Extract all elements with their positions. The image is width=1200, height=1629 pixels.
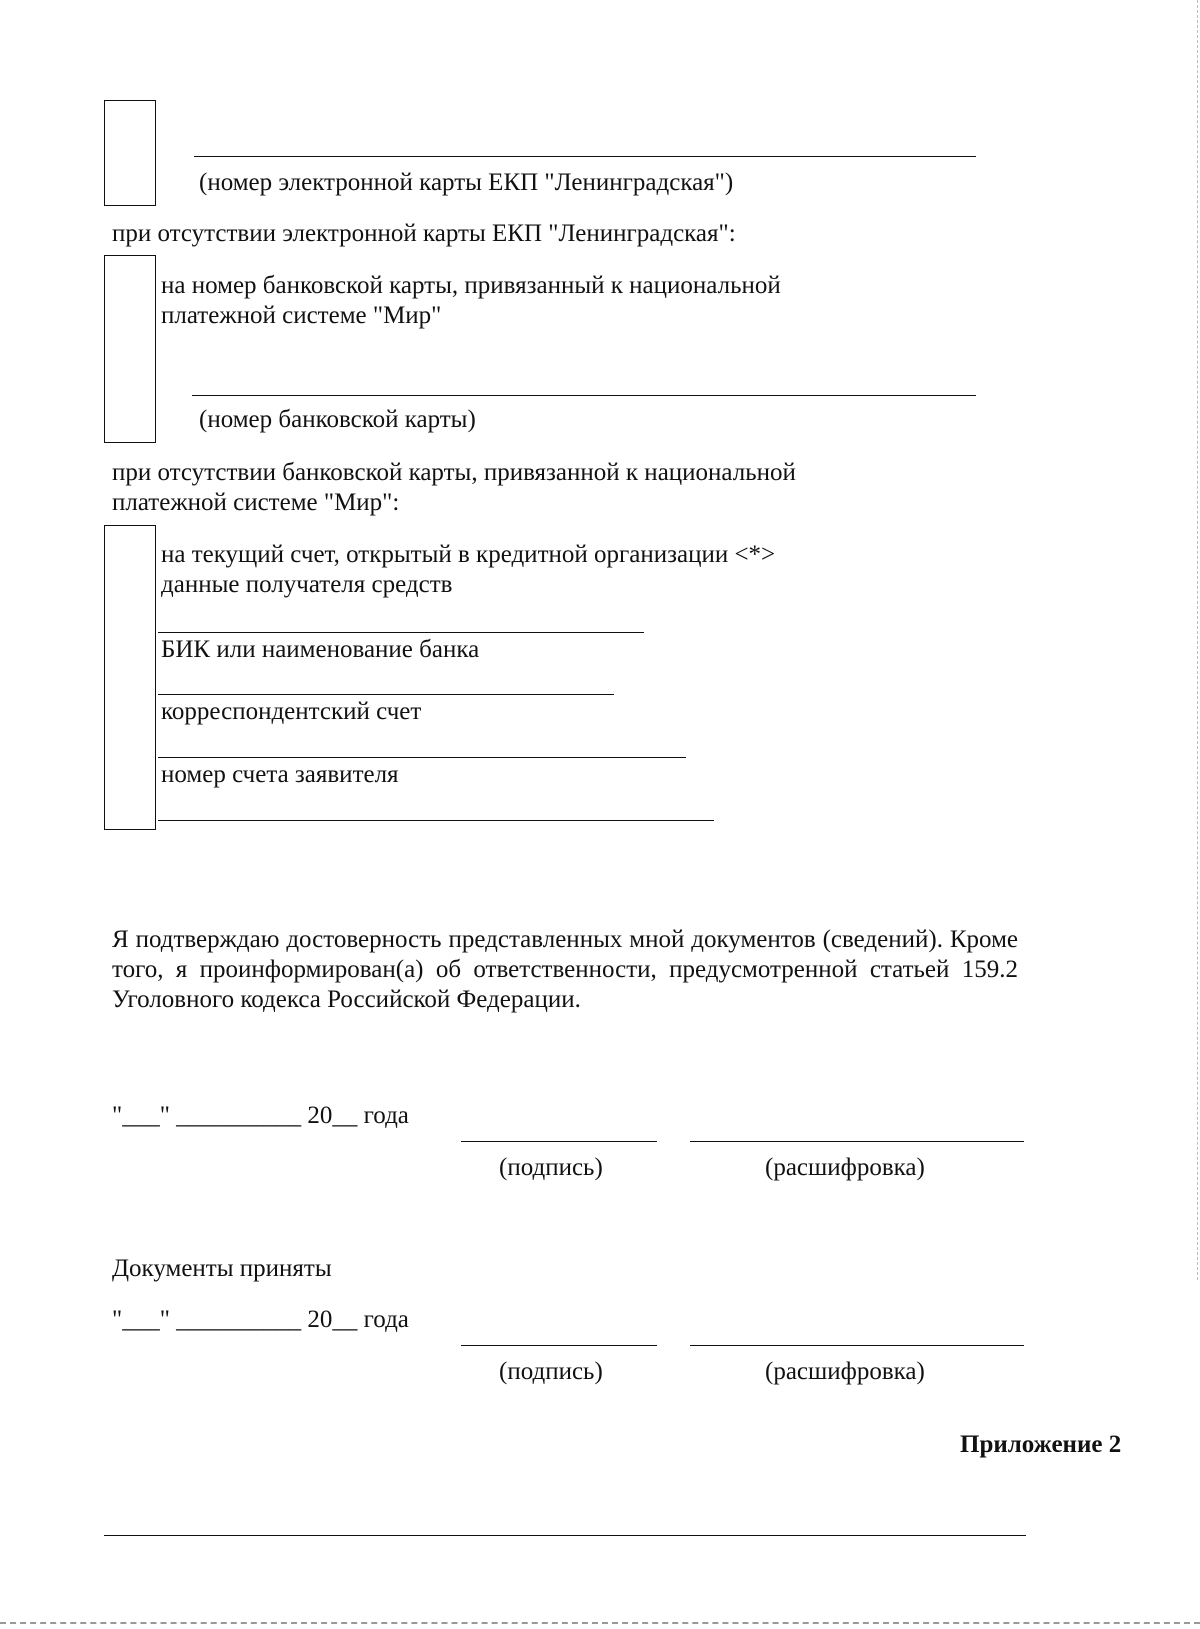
signature-caption-2: (подпись)	[499, 1358, 603, 1385]
current-account-checkbox[interactable]	[104, 525, 156, 830]
declaration-text: Я подтверждаю достоверность представленных мной документов (сведений). Кроме того, я проинформирован(а) об ответственности, предусмотренной статьей 159.2 Уголовного кодекса Российской Федерации.	[112, 926, 1018, 1013]
corr-account-line[interactable]	[158, 757, 686, 758]
decoding-caption-2: (расшифровка)	[765, 1358, 925, 1385]
ekp-card-checkbox[interactable]	[104, 100, 156, 206]
current-account-option-line1: на текущий счет, открытый в кредитной организации <*>	[161, 541, 776, 568]
bank-card-caption: (номер банковской карты)	[199, 406, 476, 433]
bik-label: БИК или наименование банка	[161, 636, 480, 663]
ekp-card-caption: (номер электронной карты ЕКП "Ленинградская")	[199, 169, 734, 196]
appendix-label: Приложение 2	[960, 1431, 1122, 1458]
decoding-line-2[interactable]	[690, 1345, 1024, 1346]
scan-edge	[1197, 0, 1198, 1280]
bank-card-number-line[interactable]	[192, 395, 976, 396]
applicant-account-line[interactable]	[158, 820, 714, 821]
applicant-account-label: номер счета заявителя	[161, 761, 399, 788]
bank-card-option-line1: на номер банковской карты, привязанный к национальной	[161, 272, 781, 299]
recipient-data-line[interactable]	[158, 632, 644, 633]
no-bank-card-heading-line1: при отсутствии банковской карты, привязанной к национальной	[112, 459, 796, 486]
corr-account-label: корреспондентский счет	[161, 698, 422, 725]
signature-caption-1: (подпись)	[499, 1154, 603, 1181]
no-bank-card-heading-line2: платежной системе "Мир":	[112, 489, 400, 516]
date-line-1[interactable]: "___" __________ 20__ года	[112, 1102, 409, 1129]
ekp-card-number-line[interactable]	[194, 156, 976, 157]
no-ekp-card-heading: при отсутствии электронной карты ЕКП "Ленинградская":	[112, 220, 736, 247]
bank-card-checkbox[interactable]	[104, 255, 156, 443]
documents-accepted-label: Документы приняты	[112, 1255, 332, 1282]
decoding-line-1[interactable]	[690, 1141, 1024, 1142]
date-line-2[interactable]: "___" __________ 20__ года	[112, 1306, 409, 1333]
signature-line-1[interactable]	[461, 1141, 657, 1142]
decoding-caption-1: (расшифровка)	[765, 1154, 925, 1181]
current-account-option-line2: данные получателя средств	[161, 571, 453, 598]
scan-bottom-edge	[0, 1622, 1200, 1624]
bank-card-option-line2: платежной системе "Мир"	[161, 302, 442, 329]
bik-line[interactable]	[158, 694, 614, 695]
signature-line-2[interactable]	[461, 1345, 657, 1346]
bottom-rule	[104, 1535, 1026, 1536]
